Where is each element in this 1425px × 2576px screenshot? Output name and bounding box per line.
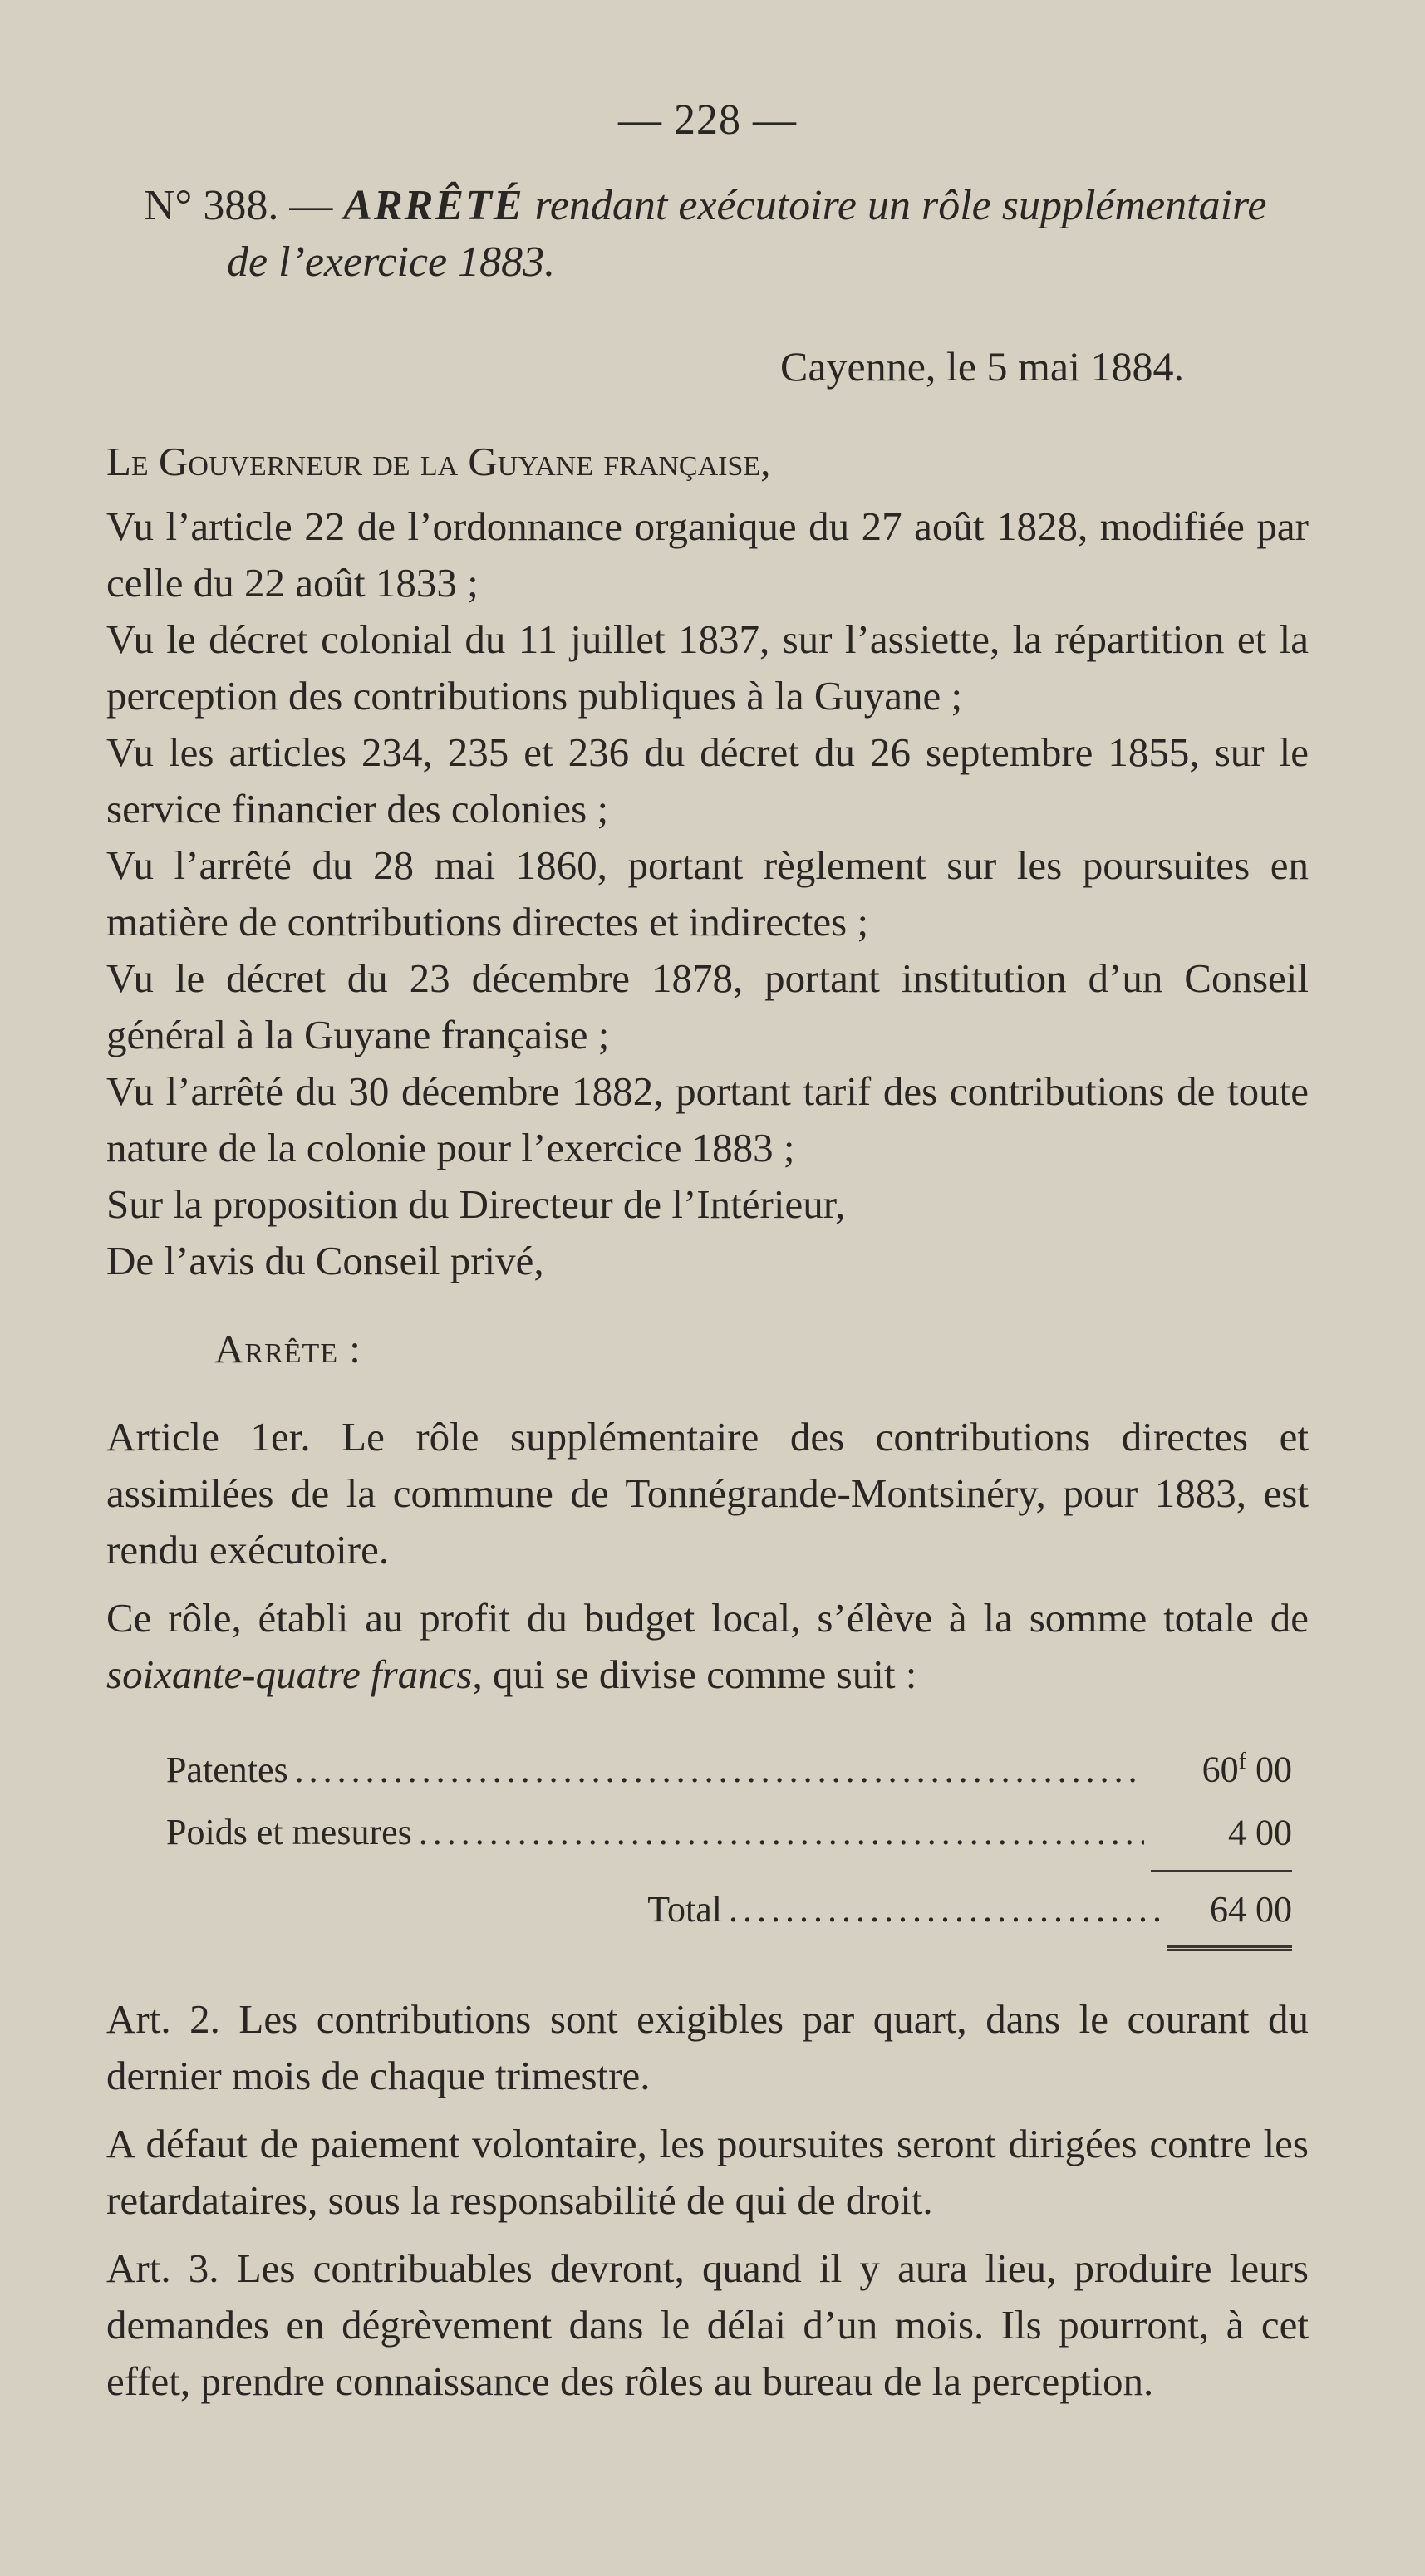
leader-dots [729,1882,1161,1937]
total-value: 64 00 [1210,1889,1292,1931]
sum-in-words: soixante-quatre francs [106,1651,473,1697]
visa-paragraph: Vu le décret du 23 décembre 1878, portant institution d’un Conseil général à la Guyane française ; [106,955,1309,1057]
amount-label: Poids et mesures [166,1812,412,1853]
leader-dots [419,1805,1144,1860]
amount-value: 4 00 [1228,1812,1292,1853]
article-2-paragraph: A défaut de paiement volontaire, les poursuites seront dirigées contre les retardataires, sous la responsabilité de qui de droit. [106,2121,1309,2224]
article-3-paragraph: Art. 3. Les contribuables devront, quand il y aura lieu, produire leurs demandes en dégrèvement dans le délai d’un mois. Ils pourront, à cet effet, prendre connaissance des rôles au bureau de la perception. [106,2245,1309,2405]
arrete-label: Arrête : [214,1326,361,1371]
decree-subject: rendant exécutoire un rôle supplémentaire de l’exercice 1883. [227,182,1267,286]
article-1-sum-paragraph [106,1590,1309,1703]
article-1 [106,1409,1309,1703]
article-2-paragraph: Art. 2. Les contributions sont exigibles par quart, dans le courant du dernier mois de chaque trimestre. [106,1996,1309,2099]
amount-label: Patentes [166,1749,288,1790]
amounts-table [106,1735,1309,1951]
visa-paragraph: Sur la proposition du Directeur de l’Intérieur, [106,1181,846,1227]
sum-text-start: Ce rôle, établi au profit du budget local, s’élève à la somme totale de [106,1595,1309,1641]
visa-paragraph: Vu l’arrêté du 30 décembre 1882, portant tarif des contributions de toute nature de la colonie pour l’exercice 1883 ; [106,1068,1309,1170]
sum-text-end: , qui se divise comme suit : [472,1651,917,1697]
dateline: Cayenne, le 5 mai 1884. [780,343,1184,390]
amount-row [106,1798,1309,1861]
page-number: — 228 — [618,96,797,144]
visa-paragraph: Vu l’article 22 de l’ordonnance organique du 27 août 1828, modifiée par celle du 22 août 1833 ; [106,503,1309,606]
visa-paragraph: De l’avis du Conseil privé, [106,1238,544,1283]
leader-dots [295,1743,1144,1798]
decree-number: N° 388. — [144,182,333,229]
preamble [106,434,1309,1289]
total-double-rule [1167,1945,1292,1951]
decree-title [106,178,1309,291]
governor-line: Le Gouverneur de la Guyane française, [106,439,771,484]
total-label: Total [647,1889,722,1931]
article-3 [106,2240,1309,2410]
amount-row [106,1735,1309,1798]
visa-paragraph: Vu le décret colonial du 11 juillet 1837, sur l’assiette, la répartition et la perception des contributions publiques à la Guyane ; [106,616,1309,719]
article-1-paragraph: Article 1er. Le rôle supplémentaire des contributions directes et assimilées de la commune de Tonnégrande-Montsinéry, pour 1883, est rendu exécutoire. [106,1414,1309,1573]
total-row [106,1882,1309,1937]
decree-type: ARRÊTÉ [343,182,524,229]
visa-paragraph: Vu l’arrêté du 28 mai 1860, portant règlement sur les poursuites en matière de contributions directes et indirectes ; [106,842,1309,945]
visa-paragraph: Vu les articles 234, 235 et 236 du décret du 26 septembre 1855, sur le service financier des colonies ; [106,729,1309,832]
article-2 [106,1991,1309,2229]
sum-rule [1151,1870,1292,1872]
amount-value: 60$^f$ 00 [1201,1749,1292,1790]
